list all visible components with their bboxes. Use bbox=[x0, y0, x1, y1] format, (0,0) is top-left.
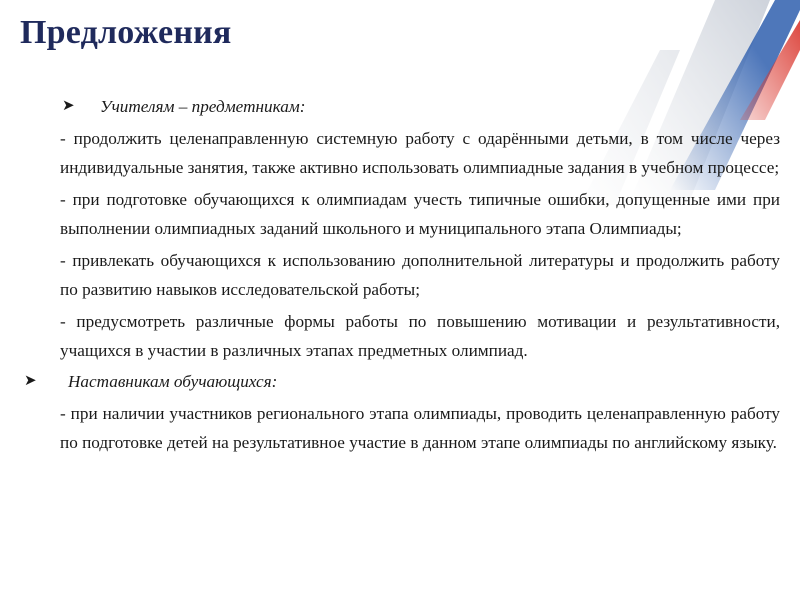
section-heading-teachers bbox=[20, 92, 780, 121]
list-item: - продолжить целенаправленную системную работу с одарёнными детьми, в том числе через индивидуальные занятия, также активно использовать олимпиадные задания в учебном процессе; bbox=[60, 129, 780, 177]
section-heading-label: Наставникам обучающихся: bbox=[68, 372, 278, 391]
list-item: - при наличии участников регионального этапа олимпиады, проводить целенаправленную работу по подготовке детей на результативное участие в данном этапе олимпиады по английскому языку. bbox=[60, 404, 780, 452]
section-heading-mentors bbox=[20, 367, 780, 396]
slide-content bbox=[20, 92, 780, 457]
list-item: - при подготовке обучающихся к олимпиадам учесть типичные ошибки, допущенные ими при выполнении олимпиадных заданий школьного и муниципального этапа Олимпиады; bbox=[60, 190, 780, 238]
section-heading-label: Учителям – предметникам: bbox=[100, 97, 306, 116]
arrowhead-bullet-icon: ➤ bbox=[24, 373, 37, 389]
arrowhead-bullet-icon: ➤ bbox=[62, 98, 75, 114]
list-item: - привлекать обучающихся к использованию дополнительной литературы и продолжить работу по развитию навыков исследовательской работы; bbox=[60, 251, 780, 299]
list-item: - предусмотреть различные формы работы по повышению мотивации и результативности, учащихся в участии в различных этапах предметных олимпиад. bbox=[60, 312, 780, 360]
page-title: Предложения bbox=[20, 14, 232, 51]
